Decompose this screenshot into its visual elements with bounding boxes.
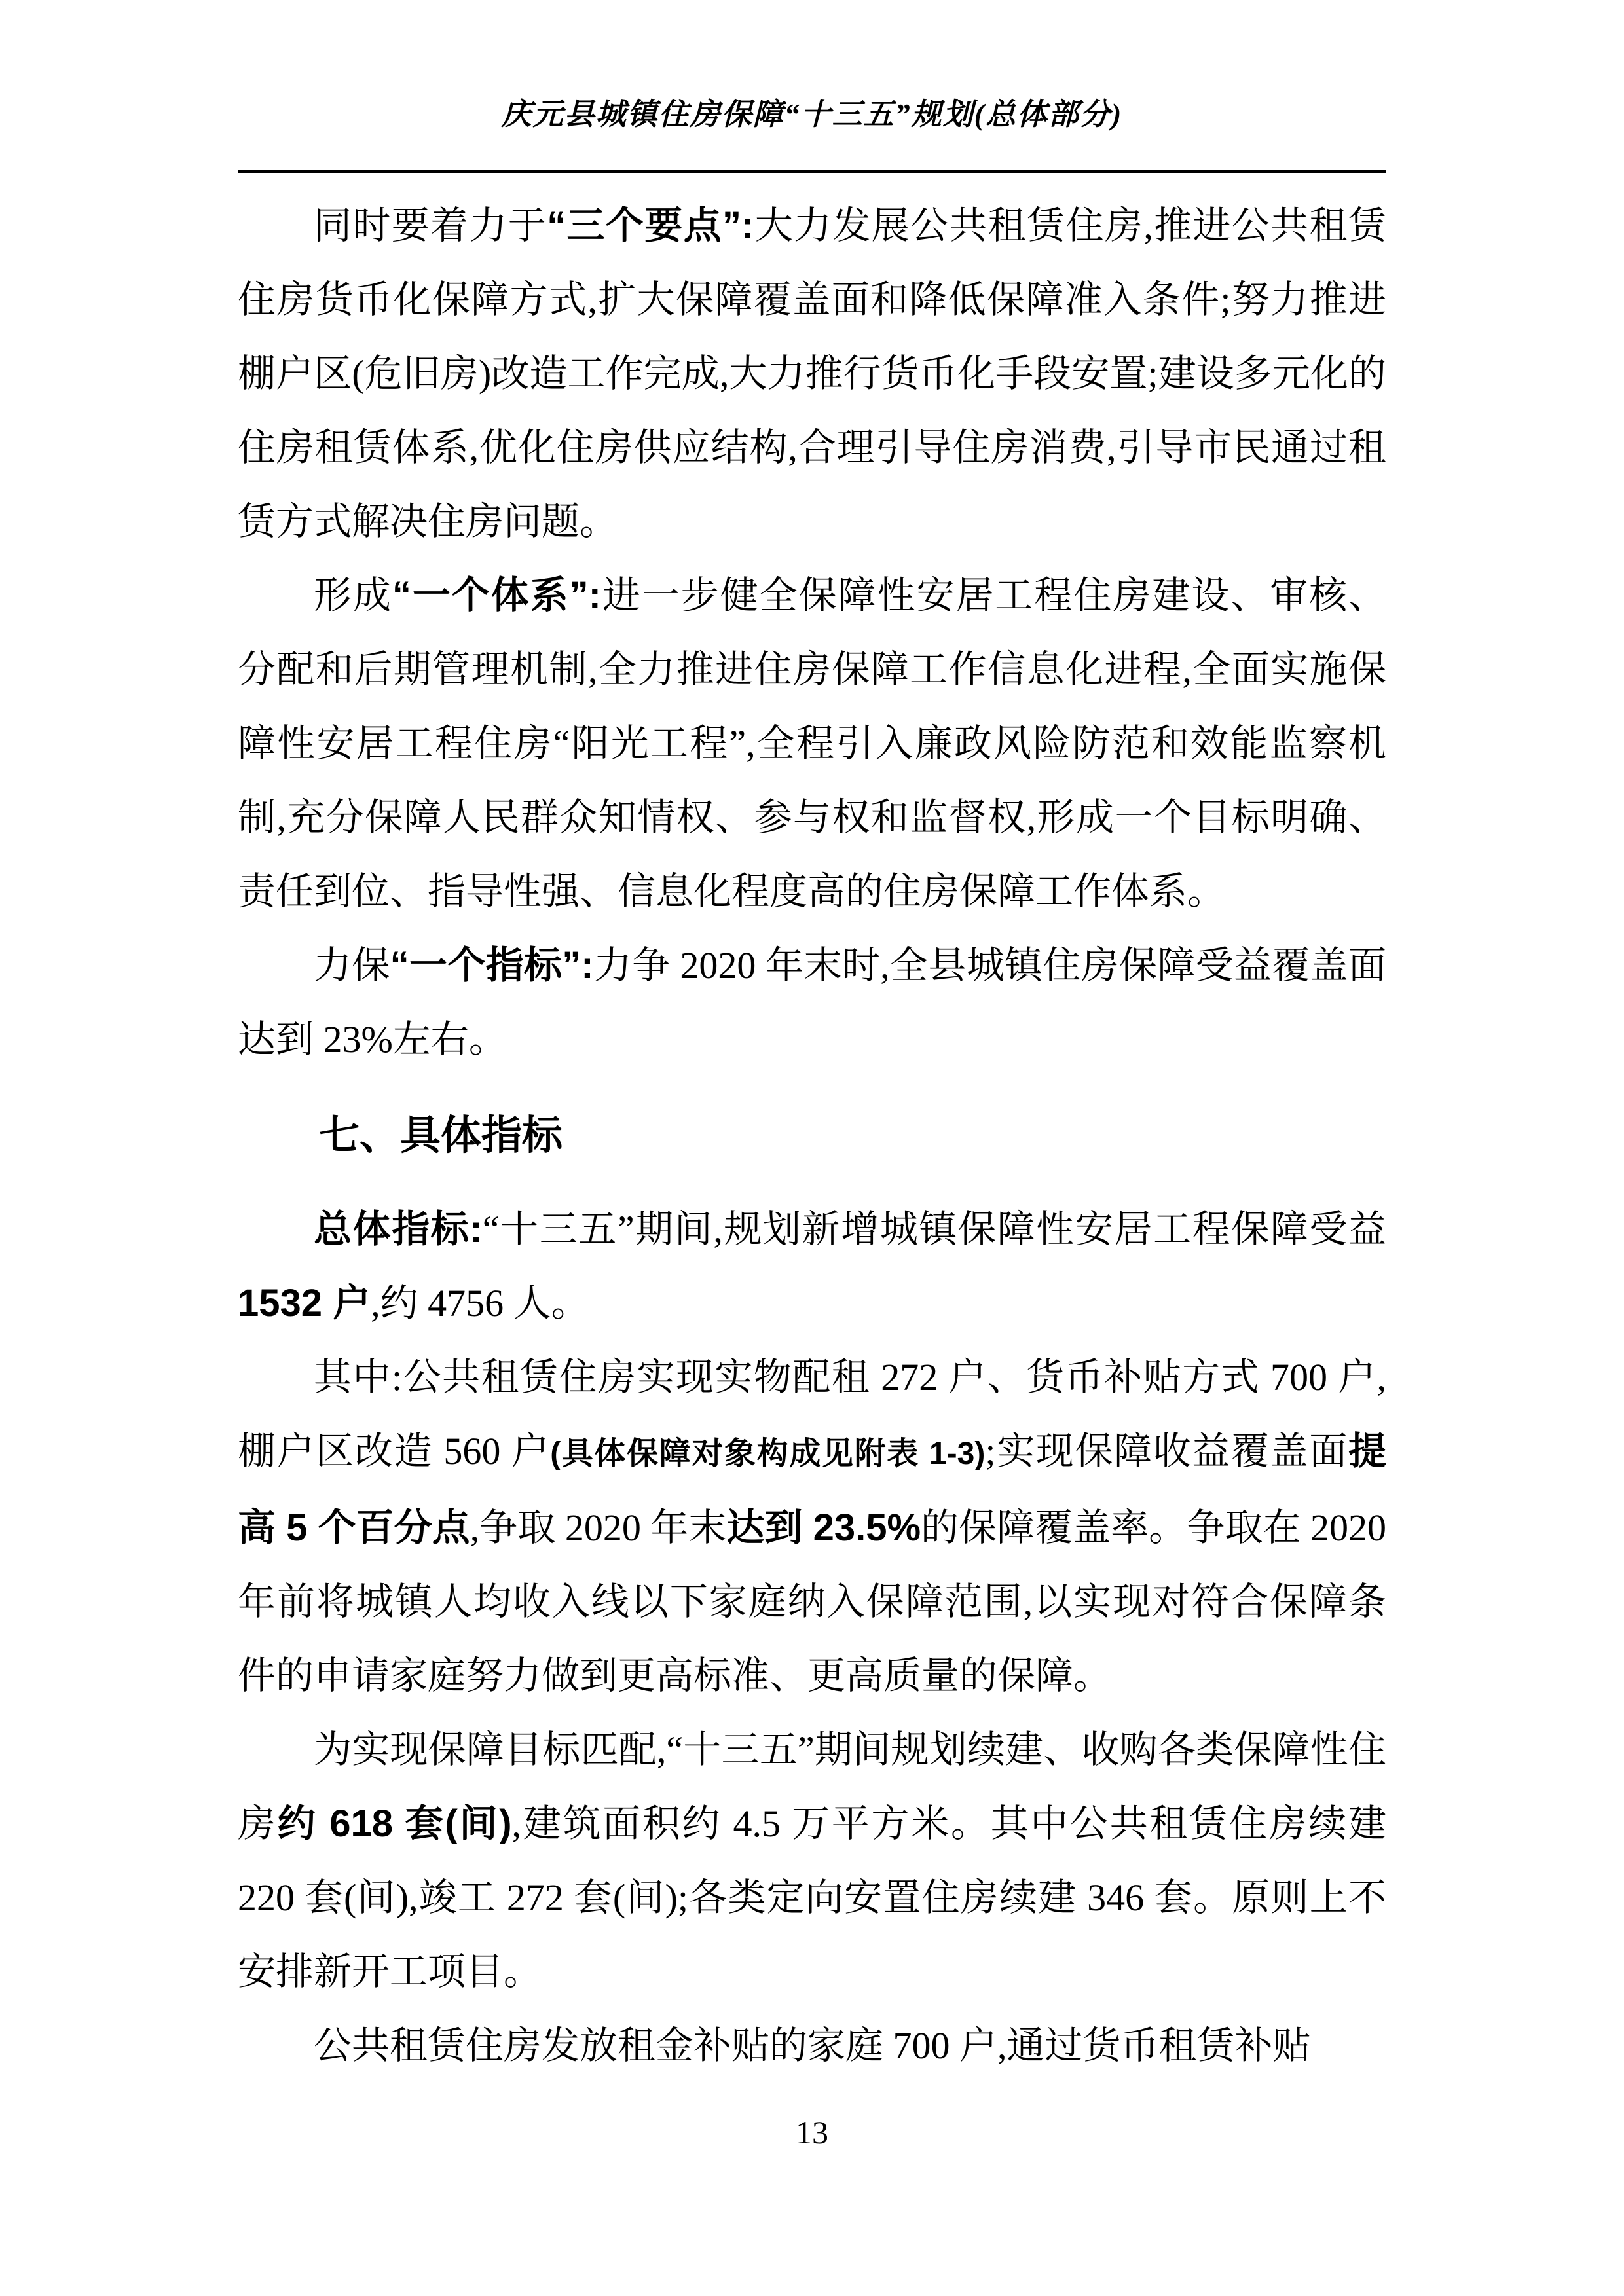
text-run: (具体保障对象构成见附表 1-3) (550, 1436, 986, 1471)
text-run: 提高 5 个百分点 (238, 1430, 1386, 1549)
paragraph-breakdown (238, 1340, 1386, 1713)
paragraph-construction-plan (238, 1713, 1386, 2009)
text-run: 大力发展公共租赁住房,推进公共租赁住房货币化保障方式,扩大保障覆盖面和降低保障准入条件;努力推进棚户区(危旧房)改造工作完成,大力推行货币化手段安置;建设多元化的住房租赁体系,优化住房供应结构,合理引导住房消费,引导市民通过租赁方式解决住房问题。 (238, 204, 1386, 543)
section-heading-specific-indicators: 七、具体指标 (319, 1113, 563, 1158)
text-run: 公共租赁住房发放租金补贴的家庭 700 户,通过货币租赁补贴 (314, 2024, 1311, 2067)
paragraph-one-indicator (238, 928, 1386, 1076)
text-run: 进一步健全保障性安居工程住房建设、审核、分配和后期管理机制,全力推进住房保障工作信息化进程,全面实施保障性安居工程住房“阳光工程”,全程引入廉政风险防范和效能监察机制,充分保障人民群众知情权、参与权和监督权,形成一个目标明确、责任到位、指导性强、信息化程度高的住房保障工作体系。 (238, 574, 1386, 913)
text-run: 为实现保障目标匹配,“十三五”期间规划续建、收购各类保障性住房 (238, 1728, 1386, 1845)
text-run: “一个指标”: (390, 944, 594, 987)
text-run: 的保障覆盖率。争取在 2020 年前将城镇人均收入线以下家庭纳入保障范围,以实现对符合保障条件的申请家庭努力做到更高标准、更高质量的保障。 (238, 1506, 1386, 1697)
text-run: “三个要点”: (547, 204, 754, 247)
text-run: 达到 23.5% (726, 1506, 921, 1549)
text-run: 形成 (314, 574, 392, 617)
paragraph-one-system (238, 558, 1386, 928)
text-run: 力保 (314, 944, 390, 987)
paragraph-three-key-points (238, 189, 1386, 558)
document-body (238, 189, 1386, 2083)
text-run: ,约 4756 人。 (371, 1282, 589, 1324)
text-run: 力争 2020 年末时,全县城镇住房保障受益覆盖面达到 23%左右。 (238, 944, 1386, 1061)
paragraph-overall-indicator (238, 1192, 1386, 1340)
text-run: 1532 户 (238, 1282, 371, 1324)
text-run: ;实现保障收益覆盖面 (985, 1430, 1348, 1472)
text-run: 同时要着力于 (314, 204, 547, 247)
text-run: “十三五”期间,规划新增城镇保障性安居工程保障受益 (482, 1208, 1386, 1250)
header-rule (238, 170, 1386, 173)
page-number: 13 (796, 2114, 828, 2151)
page-header-title: 庆元县城镇住房保障“十三五”规划(总体部分) (501, 98, 1123, 131)
text-run: ,建筑面积约 4.5 万平方米。其中公共租赁住房续建 220 套(间),竣工 272 套(间);各类定向安置住房续建 346 套。原则上不安排新开工项目。 (238, 1802, 1386, 1993)
paragraph-rent-subsidy (238, 2009, 1386, 2083)
text-run: 总体指标: (314, 1208, 483, 1250)
text-run: 其中:公共租赁住房实现实物配租 272 户、货币补贴方式 700 户,棚户区改造 560 户 (238, 1356, 1386, 1472)
text-run: 约 618 套(间) (277, 1802, 512, 1845)
text-run: “一个体系”: (392, 574, 601, 617)
text-run: ,争取 2020 年末 (470, 1506, 727, 1549)
